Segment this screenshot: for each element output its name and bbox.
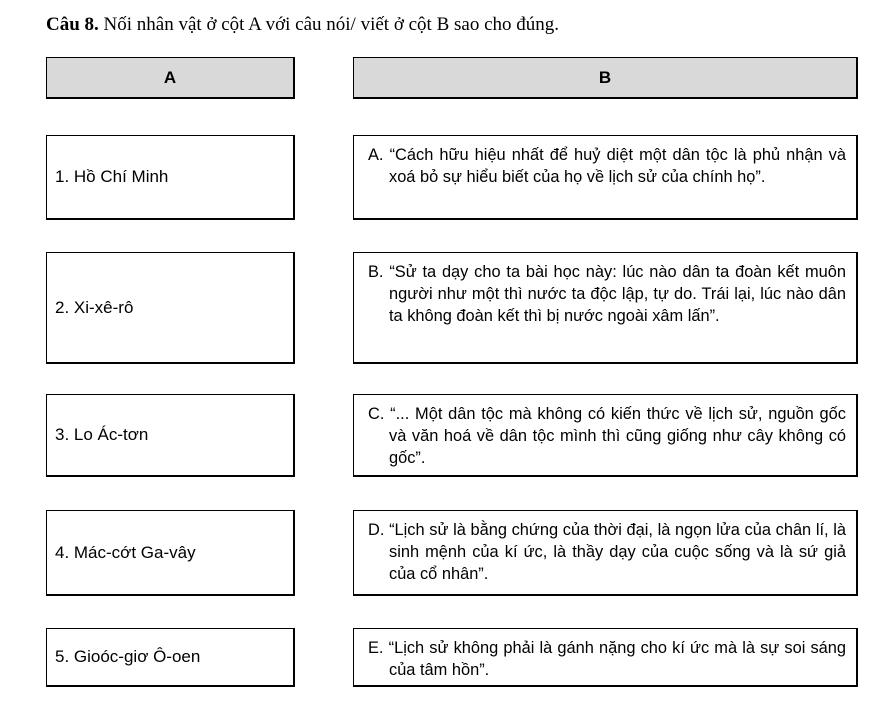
column-a-item-label: 1. Hồ Chí Minh — [55, 167, 169, 186]
column-a-item-3[interactable] — [46, 394, 295, 477]
column-b-item-d[interactable] — [353, 510, 858, 596]
column-a-item-4[interactable] — [46, 510, 295, 596]
question-title — [46, 14, 559, 36]
column-a-header — [46, 57, 295, 99]
column-a-item-1[interactable] — [46, 135, 295, 220]
column-b-item-c[interactable] — [353, 394, 858, 477]
question-instruction: Nối nhân vật ở cột A với câu nói/ viết ở cột B sao cho đúng. — [103, 14, 560, 35]
column-b-item-letter: D. — [368, 521, 385, 539]
column-a-header-label: A — [163, 67, 177, 87]
column-b-item-letter: A. — [368, 146, 384, 164]
column-b-item-text — [362, 637, 846, 681]
column-a-item-label: 4. Mác-cớt Ga-vây — [55, 542, 196, 562]
column-b-item-e[interactable] — [353, 628, 858, 687]
question-number: Câu 8. — [46, 14, 99, 35]
column-a-item-label: 2. Xi-xê-rô — [55, 297, 134, 317]
column-a-item-label: 5. Gioóc-giơ Ô-oen — [55, 647, 201, 666]
column-b-item-a[interactable] — [353, 135, 858, 220]
column-a-item-label: 3. Lo Ác-tơn — [55, 425, 149, 444]
column-b-item-text — [362, 403, 846, 469]
column-b-item-quote: “... Một dân tộc mà không có kiến thức về lịch sử, nguồn gốc và văn hoá về dân tộc mình thì cũng giống như cây không có gốc”. — [389, 405, 846, 467]
column-b-item-letter: E. — [368, 639, 384, 657]
column-a-item-5[interactable] — [46, 628, 295, 687]
column-b-item-quote: “Lịch sử không phải là gánh nặng cho kí ức mà là sự soi sáng của tâm hồn”. — [388, 639, 847, 679]
column-b-item-quote: “Sử ta dạy cho ta bài học này: lúc nào dân ta đoàn kết muôn người như một thì nước ta độc lập, tự do. Trái lại, lúc nào dân ta không đoàn kết thì bị nước ngoài xâm lấn”. — [389, 263, 847, 325]
column-b-item-letter: B. — [368, 263, 384, 281]
column-b-header-label: B — [598, 67, 612, 87]
column-b-item-text — [362, 144, 846, 188]
column-b-item-letter: C. — [368, 405, 385, 423]
column-b-item-quote: “Lịch sử là bằng chứng của thời đại, là ngọn lửa của chân lí, là sinh mệnh của kí ức, là thầy dạy của cuộc sống và là sứ giả của cổ nhân”. — [389, 521, 846, 583]
column-b-header — [353, 57, 858, 99]
column-b-item-quote: “Cách hữu hiệu nhất để huỷ diệt một dân tộc là phủ nhận và xoá bỏ sự hiểu biết của họ về lịch sử của chính họ”. — [389, 146, 846, 186]
column-b-item-b[interactable] — [353, 252, 858, 364]
column-b-item-text — [362, 261, 846, 327]
column-b-item-text — [362, 519, 846, 585]
column-a-item-2[interactable] — [46, 252, 295, 364]
